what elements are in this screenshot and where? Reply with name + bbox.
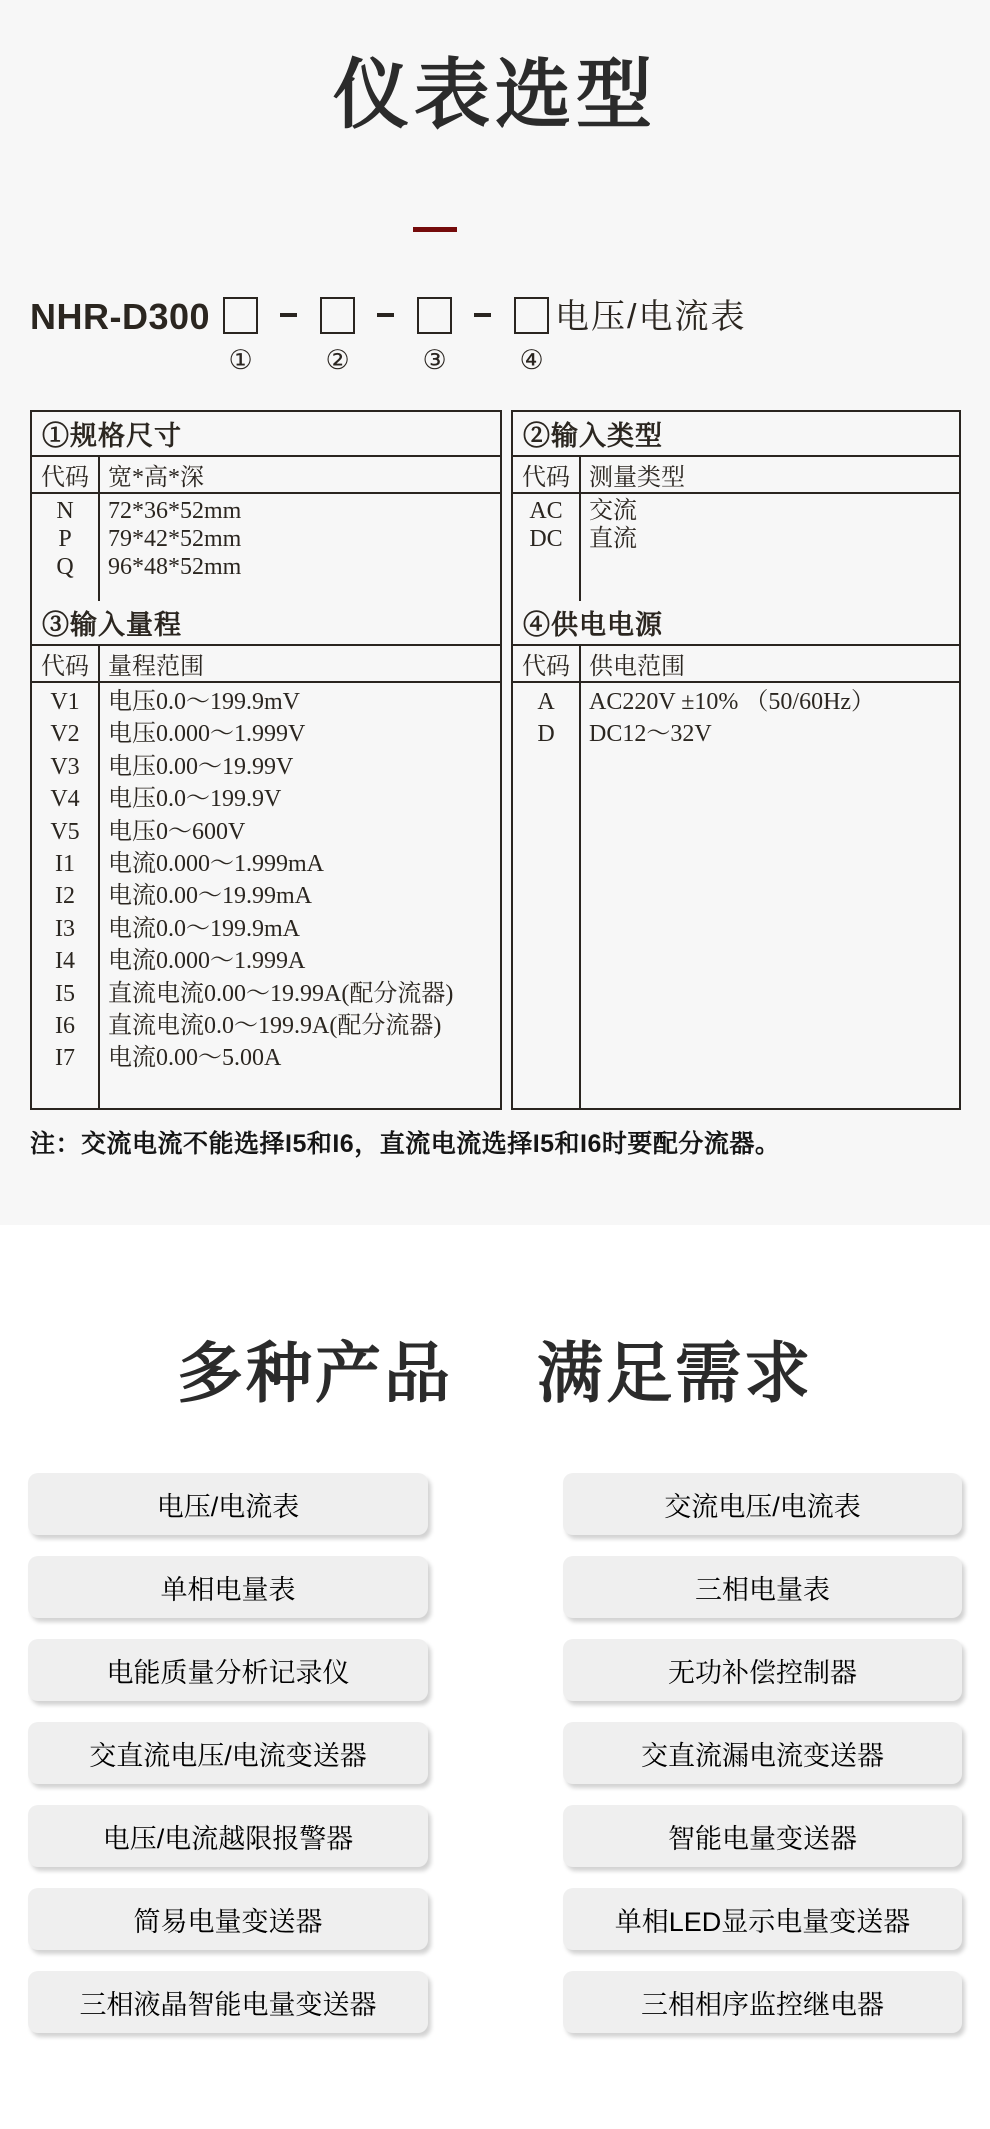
section-title-input-type: ②输入类型 bbox=[513, 412, 959, 457]
section-title-size: ①规格尺寸 bbox=[32, 412, 500, 457]
code-cell: V2 bbox=[50, 721, 80, 748]
column-headers-type bbox=[513, 457, 959, 494]
code-cell: DC bbox=[529, 526, 563, 552]
value-cell: 79*42*52mm bbox=[108, 526, 242, 552]
range-rows bbox=[32, 683, 500, 1108]
selection-table bbox=[30, 410, 961, 1110]
col-header-code: 代码 bbox=[513, 646, 581, 681]
value-cell: 电流0.0～199.9mA bbox=[108, 915, 300, 942]
column-headers-range bbox=[32, 646, 500, 683]
value-cell: AC220V ±10% （50/60Hz） bbox=[589, 689, 876, 715]
product-button[interactable]: 三相电量表 bbox=[563, 1556, 962, 1618]
table-left-half bbox=[30, 410, 502, 1110]
code-cell: I4 bbox=[55, 948, 75, 975]
value-cell: 电压0.0～199.9mV bbox=[108, 689, 300, 715]
slot-box-1 bbox=[223, 297, 258, 334]
value-cell: 电流0.00～19.99mA bbox=[108, 883, 312, 910]
value-cell: 直流电流0.0～199.9A(配分流器) bbox=[108, 1013, 442, 1040]
section-title-input-range: ③输入量程 bbox=[32, 601, 500, 646]
value-cell: DC12～32V bbox=[589, 721, 712, 748]
range-values bbox=[100, 683, 500, 1108]
code-cell: N bbox=[56, 498, 74, 524]
model-suffix: 电压/电流表 bbox=[555, 298, 747, 336]
size-rows bbox=[32, 494, 500, 601]
dash-separator bbox=[377, 313, 394, 317]
slot-number-4: ④ bbox=[519, 345, 544, 375]
code-cell: A bbox=[537, 689, 555, 715]
value-cell: 电流0.00～5.00A bbox=[108, 1045, 282, 1072]
value-cell: 电流0.000～1.999mA bbox=[108, 851, 324, 878]
model-slot-1 bbox=[223, 297, 258, 376]
slot-box-2 bbox=[320, 297, 355, 334]
model-slot-3 bbox=[417, 297, 452, 376]
slot-box-4 bbox=[514, 297, 549, 334]
product-button[interactable]: 电能质量分析记录仪 bbox=[28, 1639, 428, 1701]
value-cell: 电流0.000～1.999A bbox=[108, 948, 306, 975]
product-button[interactable]: 三相液晶智能电量变送器 bbox=[28, 1971, 428, 2033]
product-button[interactable]: 无功补偿控制器 bbox=[563, 1639, 962, 1701]
range-codes bbox=[32, 683, 100, 1108]
code-cell: V4 bbox=[50, 786, 80, 813]
products-title bbox=[0, 1320, 990, 1415]
code-cell: P bbox=[58, 526, 72, 552]
power-codes bbox=[513, 683, 581, 1108]
dash-separator bbox=[474, 313, 491, 317]
type-values bbox=[581, 494, 959, 601]
note-text: 注：交流电流不能选择I5和I6，直流电流选择I5和I6时要配分流器。 bbox=[30, 1130, 781, 1158]
red-divider bbox=[413, 227, 457, 232]
products-title-left: 多种产品 bbox=[177, 1336, 453, 1410]
code-cell: D bbox=[537, 721, 555, 748]
product-button[interactable]: 交直流漏电流变送器 bbox=[563, 1722, 962, 1784]
product-button[interactable]: 单相LED显示电量变送器 bbox=[563, 1888, 962, 1950]
col-header-power-range: 供电范围 bbox=[589, 654, 685, 680]
model-slot-2 bbox=[320, 297, 355, 376]
value-cell: 电压0.00～19.99V bbox=[108, 753, 294, 780]
column-headers-size bbox=[32, 457, 500, 494]
value-cell: 交流 bbox=[589, 498, 637, 524]
code-cell: Q bbox=[56, 554, 74, 580]
slot-number-2: ② bbox=[325, 345, 350, 375]
products-title-right: 满足需求 bbox=[537, 1336, 813, 1410]
product-button[interactable]: 交流电压/电流表 bbox=[563, 1473, 962, 1535]
product-button[interactable]: 电压/电流表 bbox=[28, 1473, 428, 1535]
code-cell: I1 bbox=[55, 851, 75, 878]
col-header-dimensions: 宽*高*深 bbox=[108, 465, 204, 491]
product-button[interactable]: 交直流电压/电流变送器 bbox=[28, 1722, 428, 1784]
col-header-measure-type: 测量类型 bbox=[589, 465, 685, 491]
value-cell: 电压0～600V bbox=[108, 818, 246, 845]
value-cell: 电压0.000～1.999V bbox=[108, 721, 306, 748]
code-cell: V5 bbox=[50, 818, 80, 845]
column-headers-power bbox=[513, 646, 959, 683]
code-cell: I3 bbox=[55, 915, 75, 942]
col-header-code: 代码 bbox=[32, 457, 100, 492]
slot-box-3 bbox=[417, 297, 452, 334]
code-cell: AC bbox=[529, 498, 563, 524]
model-slot-4 bbox=[514, 297, 549, 376]
code-cell: V3 bbox=[50, 753, 80, 780]
model-prefix: NHR-D300 bbox=[30, 296, 211, 337]
power-values bbox=[581, 683, 959, 1108]
value-cell: 直流 bbox=[589, 526, 637, 552]
product-button[interactable]: 三相相序监控继电器 bbox=[563, 1971, 962, 2033]
slot-number-3: ③ bbox=[422, 345, 447, 375]
code-cell: I7 bbox=[55, 1045, 75, 1072]
type-rows bbox=[513, 494, 959, 601]
type-codes bbox=[513, 494, 581, 601]
product-button[interactable]: 简易电量变送器 bbox=[28, 1888, 428, 1950]
table-right-half bbox=[511, 410, 961, 1110]
code-cell: I6 bbox=[55, 1013, 75, 1040]
slot-number-1: ① bbox=[228, 345, 253, 375]
power-rows bbox=[513, 683, 959, 1108]
product-button[interactable]: 智能电量变送器 bbox=[563, 1805, 962, 1867]
page-title: 仪表选型 bbox=[333, 53, 657, 138]
size-codes bbox=[32, 494, 100, 601]
value-cell: 96*48*52mm bbox=[108, 554, 242, 580]
code-cell: V1 bbox=[50, 689, 80, 715]
value-cell: 72*36*52mm bbox=[108, 498, 242, 524]
col-header-code: 代码 bbox=[32, 646, 100, 681]
model-code-row bbox=[30, 297, 747, 376]
section-title-power: ④供电电源 bbox=[513, 601, 959, 646]
size-values bbox=[100, 494, 500, 601]
col-header-code: 代码 bbox=[513, 457, 581, 492]
dash-separator bbox=[280, 313, 297, 317]
value-cell: 直流电流0.00～19.99A(配分流器) bbox=[108, 980, 454, 1007]
product-button[interactable]: 单相电量表 bbox=[28, 1556, 428, 1618]
value-cell: 电压0.0～199.9V bbox=[108, 786, 282, 813]
code-cell: I5 bbox=[55, 980, 75, 1007]
code-cell: I2 bbox=[55, 883, 75, 910]
product-buttons-grid bbox=[28, 1473, 962, 2033]
product-button[interactable]: 电压/电流越限报警器 bbox=[28, 1805, 428, 1867]
col-header-range: 量程范围 bbox=[108, 654, 204, 680]
